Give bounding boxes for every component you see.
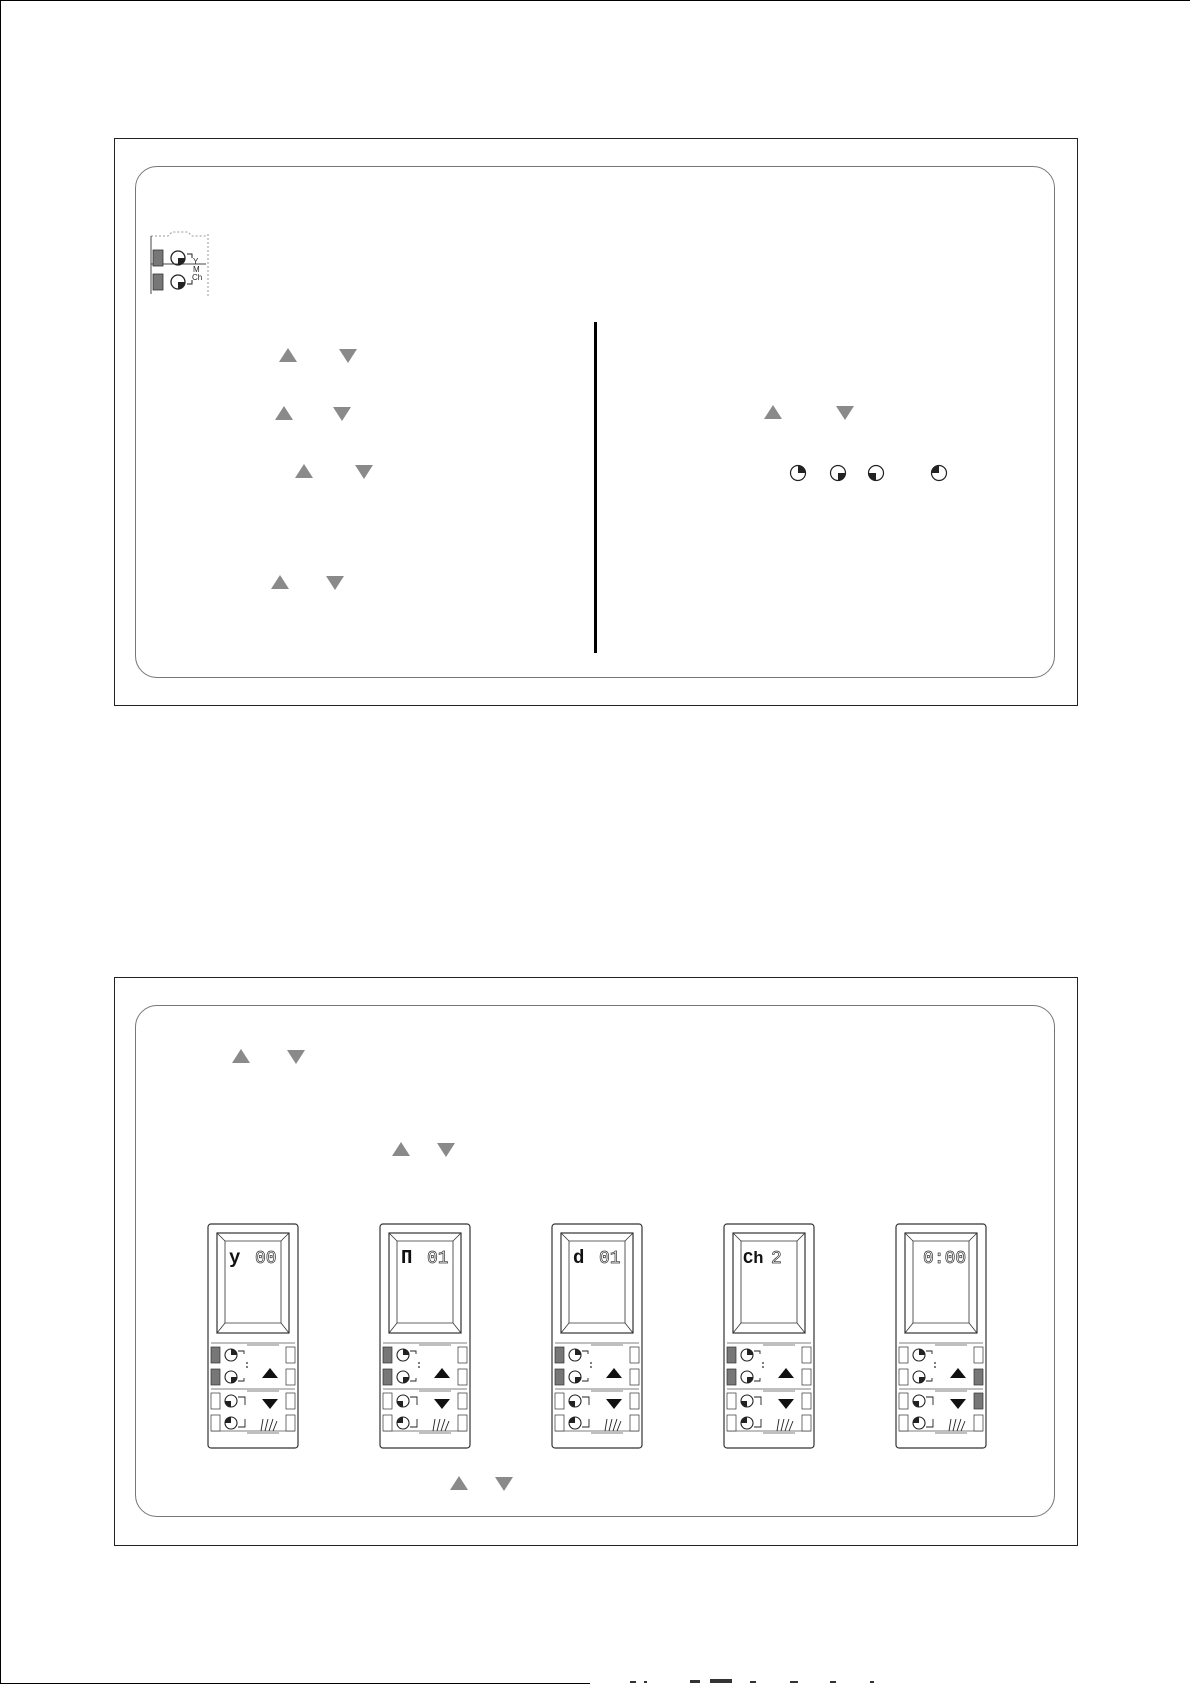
triangle-up-icon (271, 575, 289, 589)
display-mode-letter: Π (401, 1247, 413, 1269)
triangle-up-icon (232, 1049, 250, 1063)
display-mode-letter: y (229, 1247, 241, 1269)
display-value: 01 (427, 1249, 449, 1269)
display-mode-letter: Ch (743, 1250, 764, 1269)
triangle-down-icon (437, 1143, 455, 1157)
display-value: 0:00 (923, 1249, 967, 1269)
timer-quarter-icon (829, 464, 847, 482)
triangle-down-icon (339, 349, 357, 363)
badge-ch: Ch (192, 273, 203, 282)
triangle-up-icon (392, 1142, 410, 1156)
triangle-up-icon (764, 405, 782, 419)
triangle-down-icon (287, 1050, 305, 1064)
timer-quarter-icon (789, 464, 807, 482)
triangle-down-icon (355, 465, 373, 479)
triangle-up-icon (279, 348, 297, 362)
triangle-down-icon (326, 576, 344, 590)
display-value: 2 (771, 1249, 782, 1269)
timer-quarter-icon (930, 464, 948, 482)
footer-rule (0, 1683, 590, 1684)
triangle-up-icon (275, 406, 293, 420)
remote-control-icon (895, 1223, 987, 1449)
timer-quarter-icon (867, 464, 885, 482)
display-value: 00 (255, 1249, 277, 1269)
display-mode-letter: d (573, 1247, 585, 1269)
remote-control-icon (551, 1223, 643, 1449)
badge-m: M (193, 265, 200, 274)
triangle-up-icon (450, 1476, 468, 1490)
column-divider (594, 322, 597, 653)
display-value: 01 (599, 1249, 621, 1269)
triangle-down-icon (495, 1477, 513, 1491)
triangle-down-icon (836, 406, 854, 420)
remote-control-icon (723, 1223, 815, 1449)
setting-buttons-figure (148, 230, 214, 298)
footer-marks (630, 1678, 910, 1684)
triangle-up-icon (295, 464, 313, 478)
badge-y: Y (193, 257, 199, 266)
remote-control-icon (379, 1223, 471, 1449)
triangle-down-icon (333, 407, 351, 421)
remote-control-icon (207, 1223, 299, 1449)
